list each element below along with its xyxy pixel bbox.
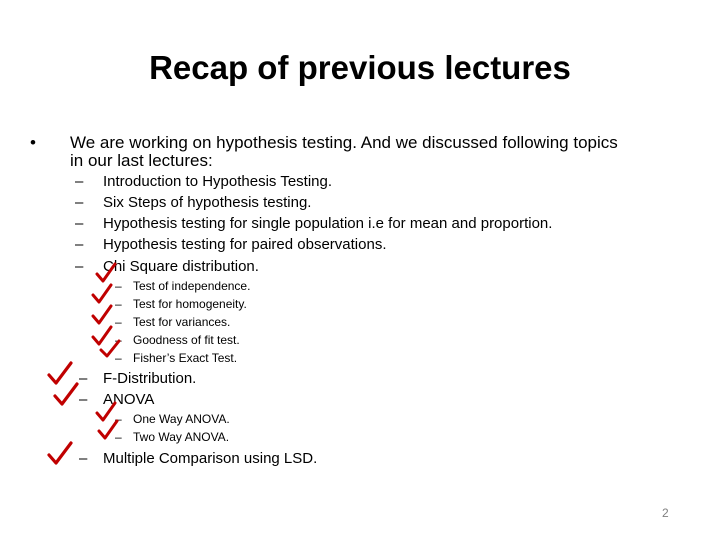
topic-dash: – xyxy=(75,215,84,232)
check-mark-icon xyxy=(46,440,74,466)
topic-dash: – xyxy=(75,258,84,275)
topic-dash: – xyxy=(75,173,84,190)
subtopic-item: One Way ANOVA. xyxy=(133,412,230,426)
check-mark-icon xyxy=(91,304,113,326)
topic-item: F-Distribution. xyxy=(103,370,197,387)
subtopic-item: Test for homogeneity. xyxy=(133,297,247,311)
topic-dash: – xyxy=(75,236,84,253)
subtopic-dash: – xyxy=(115,333,122,347)
subtopic-dash: – xyxy=(115,430,122,444)
bullet-icon: • xyxy=(30,133,36,152)
subtopic-dash: – xyxy=(115,412,122,426)
topic-item: Chi Square distribution. xyxy=(103,258,259,275)
check-mark-icon xyxy=(95,262,117,284)
subtopic-item: Goodness of fit test. xyxy=(133,333,240,347)
slide-title: Recap of previous lectures xyxy=(149,49,571,86)
topic-dash: – xyxy=(79,391,88,408)
check-mark-icon xyxy=(91,283,113,305)
topic-dash: – xyxy=(79,370,88,387)
subtopic-dash: – xyxy=(115,351,122,365)
subtopic-item: Two Way ANOVA. xyxy=(133,430,230,444)
topic-dash: – xyxy=(75,194,84,211)
intro-line-2: in our last lectures: xyxy=(70,151,213,170)
topic-item: Hypothesis testing for paired observations. xyxy=(103,236,387,253)
intro-line-1: We are working on hypothesis testing. And we discussed following topics xyxy=(70,133,618,152)
subtopic-item: Test for variances. xyxy=(133,315,231,329)
check-mark-icon xyxy=(52,381,80,407)
subtopic-dash: – xyxy=(115,315,122,329)
topic-item: Introduction to Hypothesis Testing. xyxy=(103,173,333,190)
topic-item: ANOVA xyxy=(103,391,155,408)
subtopic-item: Fisher’s Exact Test. xyxy=(133,351,238,365)
subtopic-dash: – xyxy=(115,279,122,293)
page-number: 2 xyxy=(662,506,669,520)
subtopic-dash: – xyxy=(115,297,122,311)
check-mark-icon xyxy=(97,419,119,441)
check-mark-icon xyxy=(99,339,121,359)
topic-item: Multiple Comparison using LSD. xyxy=(103,450,318,467)
subtopic-item: Test of independence. xyxy=(133,279,251,293)
topic-item: Hypothesis testing for single population i.e for mean and proportion. xyxy=(103,215,553,232)
topic-dash: – xyxy=(79,450,88,467)
topic-item: Six Steps of hypothesis testing. xyxy=(103,194,312,211)
